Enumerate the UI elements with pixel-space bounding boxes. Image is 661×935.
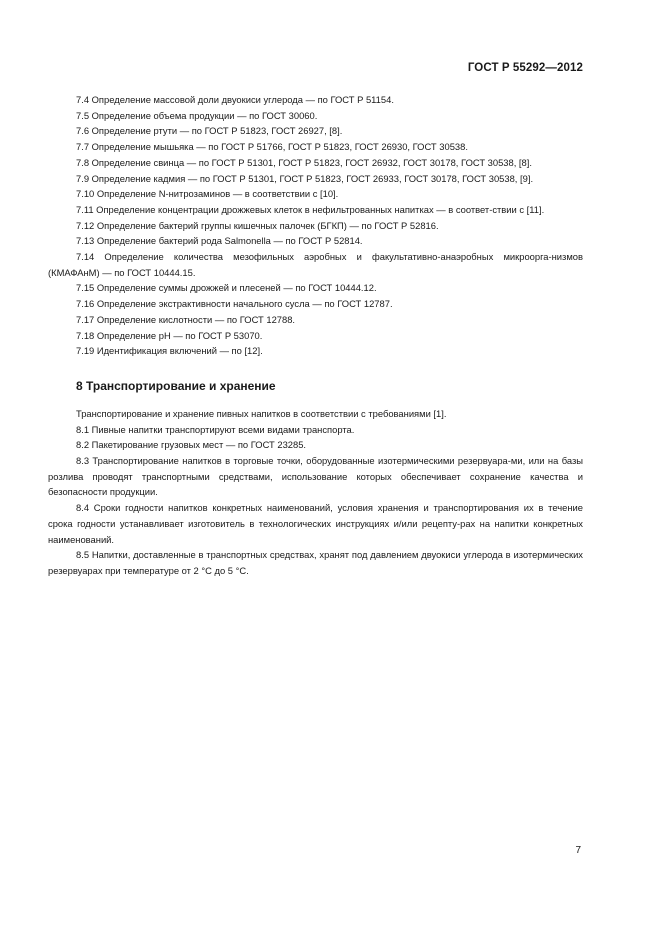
section-8-intro: Транспортирование и хранение пивных напитков в соответствии с требованиями [1]. [76, 407, 447, 419]
clause-7-8: 7.8 Определение свинца — по ГОСТ Р 51301, ГОСТ Р 51823, ГОСТ 26932, ГОСТ 30178, ГОСТ 30538, [8]. [76, 156, 532, 168]
clause-7-12: 7.12 Определение бактерий группы кишечных палочек (БГКП) — по ГОСТ Р 52816. [76, 219, 439, 231]
clause-7-17: 7.17 Определение кислотности — по ГОСТ 12788. [76, 313, 296, 325]
clause-8-5: 8.5 Напитки, доставленные в транспортных средствах, хранят под давлением двуокиси углерода в изотермических резервуарах при температуре от 2 °С до 5 °С. [48, 549, 583, 576]
section-8-title: 8 Транспортирование и хранение [76, 378, 276, 393]
clause-8-3: 8.3 Транспортирование напитков в торговые точки, оборудованные изотермическими резервуара-ми, или на базы розлива проводят транспортными средствами, использование которых обеспечивает сохранение качества и безопасности продукции. [48, 455, 583, 498]
clause-7-4: 7.4 Определение массовой доли двуокиси углерода — по ГОСТ Р 51154. [76, 94, 394, 105]
clause-7-19: 7.19 Идентификация включений — по [12]. [76, 345, 263, 357]
clause-7-7: 7.7 Определение мышьяка — по ГОСТ Р 51766, ГОСТ Р 51823, ГОСТ 26930, ГОСТ 30538. [76, 141, 468, 153]
clause-8-2: 8.2 Пакетирование грузовых мест — по ГОСТ 23285. [76, 439, 307, 451]
clause-7-18: 7.18 Определение рН — по ГОСТ Р 53070. [76, 329, 263, 341]
clause-7-5: 7.5 Определение объема продукции — по ГОСТ 30060. [76, 109, 318, 121]
clause-8-1: 8.1 Пивные напитки транспортируют всеми видами транспорта. [76, 423, 355, 435]
clause-7-16: 7.16 Определение экстрактивности начального сусла — по ГОСТ 12787. [76, 298, 393, 310]
clause-7-9: 7.9 Определение кадмия — по ГОСТ Р 51301, ГОСТ Р 51823, ГОСТ 26933, ГОСТ 30178, ГОСТ 30538, [9]. [76, 172, 534, 184]
page-number: 7 [575, 845, 581, 856]
clause-7-11: 7.11 Определение концентрации дрожжевых клеток в нефильтрованных напитках — в соответ-ствии с [11]. [76, 203, 545, 215]
clause-7-13: 7.13 Определение бактерий рода Salmonella — по ГОСТ Р 52814. [76, 235, 363, 247]
clause-8-4: 8.4 Сроки годности напитков конкретных наименований, условия хранения и транспортирования их в течение срока годности устанавливает изготовитель в технологических инструкциях и/или рецепту-рах на напитки конкретных наименований. [48, 502, 583, 545]
clause-7-10: 7.10 Определение N-нитрозаминов — в соответствии с [10]. [76, 188, 339, 200]
clause-7-6: 7.6 Определение ртути — по ГОСТ Р 51823, ГОСТ 26927, [8]. [76, 125, 343, 137]
clause-7-15: 7.15 Определение суммы дрожжей и плесеней — по ГОСТ 10444.12. [76, 282, 377, 294]
document-code: ГОСТ Р 55292—2012 [467, 62, 583, 74]
page-content [48, 92, 583, 579]
clause-7-14: 7.14 Определение количества мезофильных аэробных и факультативно-анаэробных микроорга-низмов (КМАФАнМ) — по ГОСТ 10444.15. [48, 251, 583, 278]
